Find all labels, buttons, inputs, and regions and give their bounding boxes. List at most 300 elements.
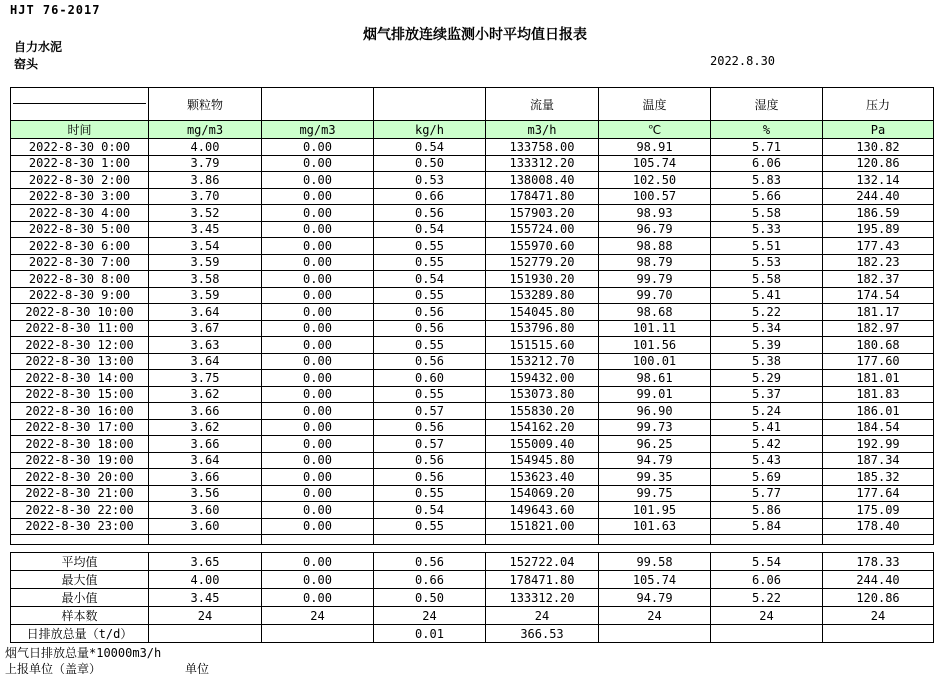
cell: 0.55 [374, 287, 486, 304]
cell: 最大值 [11, 571, 149, 589]
cell: 2022-8-30 12:00 [11, 337, 149, 354]
cell: 155830.20 [486, 403, 599, 420]
cell: 0.56 [374, 353, 486, 370]
cell: 94.79 [599, 452, 711, 469]
time-header-spacer-bottom [13, 104, 146, 120]
cell: 181.01 [823, 370, 934, 387]
cell: 5.39 [711, 337, 823, 354]
cell: 0.57 [374, 436, 486, 453]
cell: 0.00 [262, 502, 374, 519]
page-title: 烟气排放连续监测小时平均值日报表 [363, 27, 587, 43]
cell: 2022-8-30 9:00 [11, 287, 149, 304]
cell: 0.00 [262, 238, 374, 255]
cell: 96.90 [599, 403, 711, 420]
cell [11, 535, 149, 545]
cell: 192.99 [823, 436, 934, 453]
table-row [11, 386, 934, 403]
cell: 5.58 [711, 271, 823, 288]
cell: 153073.80 [486, 386, 599, 403]
cell: 0.55 [374, 254, 486, 271]
cell: 98.88 [599, 238, 711, 255]
cell: 5.58 [711, 205, 823, 222]
cell: 2022-8-30 18:00 [11, 436, 149, 453]
table-row [11, 254, 934, 271]
table-row [11, 271, 934, 288]
cell: 5.53 [711, 254, 823, 271]
summary-row [11, 589, 934, 607]
cell [262, 625, 374, 643]
cell: 5.77 [711, 485, 823, 502]
cell: 98.79 [599, 254, 711, 271]
cell: 174.54 [823, 287, 934, 304]
standard-code: HJT 76-2017 [10, 3, 101, 17]
cell: 94.79 [599, 589, 711, 607]
table-row [11, 205, 934, 222]
cell: 0.00 [262, 452, 374, 469]
cell [599, 535, 711, 545]
cell: 5.33 [711, 221, 823, 238]
cell: 99.79 [599, 271, 711, 288]
table-row [11, 436, 934, 453]
cell: 0.00 [262, 353, 374, 370]
cell: 2022-8-30 6:00 [11, 238, 149, 255]
cell: 0.55 [374, 337, 486, 354]
cell: 2022-8-30 21:00 [11, 485, 149, 502]
group-header-flow: 流量 [486, 88, 599, 121]
table-gap [11, 545, 934, 553]
cell: 2022-8-30 13:00 [11, 353, 149, 370]
cell: 0.00 [262, 485, 374, 502]
cell: 5.83 [711, 172, 823, 189]
cell: 0.56 [374, 304, 486, 321]
table-row [11, 238, 934, 255]
cell: 0.00 [262, 403, 374, 420]
cell: 177.43 [823, 238, 934, 255]
table-row [11, 419, 934, 436]
group-header-pressure: 压力 [823, 88, 934, 121]
cell: 96.79 [599, 221, 711, 238]
unit-header-kgh: kg/h [374, 121, 486, 139]
cell: 3.59 [149, 254, 262, 271]
cell: 175.09 [823, 502, 934, 519]
cell: 101.95 [599, 502, 711, 519]
cell: 0.00 [262, 205, 374, 222]
cell: 24 [599, 607, 711, 625]
cell: 0.00 [262, 370, 374, 387]
table-row [11, 188, 934, 205]
cell: 0.57 [374, 403, 486, 420]
cell: 154069.20 [486, 485, 599, 502]
cell: 24 [374, 607, 486, 625]
cell: 2022-8-30 4:00 [11, 205, 149, 222]
cell: 0.00 [262, 436, 374, 453]
unit-header-mgm3-1: mg/m3 [149, 121, 262, 139]
cell: 177.60 [823, 353, 934, 370]
cell: 186.59 [823, 205, 934, 222]
cell: 133312.20 [486, 155, 599, 172]
cell: 98.68 [599, 304, 711, 321]
group-header-particulate: 颗粒物 [149, 88, 262, 121]
cell: 5.22 [711, 304, 823, 321]
cell: 3.65 [149, 553, 262, 571]
cell: 0.00 [262, 155, 374, 172]
cell: 3.62 [149, 419, 262, 436]
cell [149, 625, 262, 643]
cell: 3.67 [149, 320, 262, 337]
cell: 100.57 [599, 188, 711, 205]
cell [823, 535, 934, 545]
cell: 24 [149, 607, 262, 625]
cell: 182.37 [823, 271, 934, 288]
cell: 0.00 [262, 571, 374, 589]
table-row [11, 139, 934, 156]
table-row [11, 469, 934, 486]
cell [149, 535, 262, 545]
cell: 99.75 [599, 485, 711, 502]
cell: 0.50 [374, 589, 486, 607]
cell: 155970.60 [486, 238, 599, 255]
empty-row [11, 535, 934, 545]
cell: 186.01 [823, 403, 934, 420]
cell: 4.00 [149, 139, 262, 156]
cell: 5.41 [711, 287, 823, 304]
cell: 2022-8-30 11:00 [11, 320, 149, 337]
cell: 101.63 [599, 518, 711, 535]
cell: 0.56 [374, 469, 486, 486]
cell: 0.56 [374, 419, 486, 436]
cell: 0.00 [262, 254, 374, 271]
footer-note: 烟气日排放总量*10000m3/h [5, 646, 162, 660]
monitor-location: 窑头 [14, 57, 39, 71]
cell: 244.40 [823, 571, 934, 589]
cell: 105.74 [599, 571, 711, 589]
cell: 178.40 [823, 518, 934, 535]
cell: 154162.20 [486, 419, 599, 436]
cell: 98.91 [599, 139, 711, 156]
cell: 130.82 [823, 139, 934, 156]
cell: 155009.40 [486, 436, 599, 453]
table-row [11, 287, 934, 304]
cell: 5.71 [711, 139, 823, 156]
table-row [11, 337, 934, 354]
cell: 0.55 [374, 518, 486, 535]
unit-header-row [11, 121, 934, 139]
cell: 0.50 [374, 155, 486, 172]
cell: 样本数 [11, 607, 149, 625]
cell: 151821.00 [486, 518, 599, 535]
cell: 0.00 [262, 589, 374, 607]
cell: 6.06 [711, 571, 823, 589]
cell: 24 [711, 607, 823, 625]
cell: 0.00 [262, 221, 374, 238]
summary-row [11, 553, 934, 571]
cell: 98.61 [599, 370, 711, 387]
unit-header-celsius: ℃ [599, 121, 711, 139]
cell: 101.11 [599, 320, 711, 337]
cell: 99.73 [599, 419, 711, 436]
cell: 105.74 [599, 155, 711, 172]
cell: 0.55 [374, 485, 486, 502]
cell: 99.70 [599, 287, 711, 304]
cell: 3.86 [149, 172, 262, 189]
table-row [11, 155, 934, 172]
table-row [11, 452, 934, 469]
cell: 0.01 [374, 625, 486, 643]
cell: 244.40 [823, 188, 934, 205]
cell: 98.93 [599, 205, 711, 222]
cell: 平均值 [11, 553, 149, 571]
cell: 0.54 [374, 221, 486, 238]
cell: 3.64 [149, 452, 262, 469]
cell: 151515.60 [486, 337, 599, 354]
cell: 3.60 [149, 502, 262, 519]
table-row [11, 221, 934, 238]
cell: 3.54 [149, 238, 262, 255]
cell: 155724.00 [486, 221, 599, 238]
cell: 5.51 [711, 238, 823, 255]
cell [599, 625, 711, 643]
cell: 3.66 [149, 436, 262, 453]
cell: 2022-8-30 8:00 [11, 271, 149, 288]
cell: 178471.80 [486, 571, 599, 589]
cell: 120.86 [823, 155, 934, 172]
table-row [11, 518, 934, 535]
cell: 178.33 [823, 553, 934, 571]
cell: 178471.80 [486, 188, 599, 205]
cell: 0.56 [374, 452, 486, 469]
cell: 2022-8-30 7:00 [11, 254, 149, 271]
cell: 日排放总量（t/d） [11, 625, 149, 643]
cell: 133758.00 [486, 139, 599, 156]
time-header-spacer [11, 88, 149, 121]
cell: 2022-8-30 15:00 [11, 386, 149, 403]
cell: 0.00 [262, 386, 374, 403]
cell: 5.41 [711, 419, 823, 436]
cell: 3.63 [149, 337, 262, 354]
cell: 3.62 [149, 386, 262, 403]
cell: 0.60 [374, 370, 486, 387]
cell: 0.00 [262, 337, 374, 354]
cell: 2022-8-30 22:00 [11, 502, 149, 519]
cell: 5.84 [711, 518, 823, 535]
cell: 195.89 [823, 221, 934, 238]
cell: 0.00 [262, 139, 374, 156]
time-header-spacer-top [13, 88, 146, 104]
cell: 0.00 [262, 271, 374, 288]
cell [711, 625, 823, 643]
cell: 154045.80 [486, 304, 599, 321]
cell: 102.50 [599, 172, 711, 189]
group-header-row [11, 88, 934, 121]
group-header-temperature: 温度 [599, 88, 711, 121]
table-row [11, 502, 934, 519]
cell: 3.79 [149, 155, 262, 172]
cell: 3.70 [149, 188, 262, 205]
cell: 2022-8-30 23:00 [11, 518, 149, 535]
cell: 2022-8-30 19:00 [11, 452, 149, 469]
unit-header-percent: % [711, 121, 823, 139]
cell: 181.83 [823, 386, 934, 403]
cell: 181.17 [823, 304, 934, 321]
cell: 0.56 [374, 553, 486, 571]
cell: 最小值 [11, 589, 149, 607]
cell: 0.00 [262, 518, 374, 535]
cell: 5.29 [711, 370, 823, 387]
cell: 5.86 [711, 502, 823, 519]
cell: 2022-8-30 10:00 [11, 304, 149, 321]
table-row [11, 403, 934, 420]
cell: 152722.04 [486, 553, 599, 571]
cell: 154945.80 [486, 452, 599, 469]
cell: 99.35 [599, 469, 711, 486]
cell: 151930.20 [486, 271, 599, 288]
table-row [11, 304, 934, 321]
cell: 99.01 [599, 386, 711, 403]
cell: 0.55 [374, 238, 486, 255]
cell: 0.54 [374, 271, 486, 288]
footer-unit-label: 单位 [185, 662, 210, 674]
cell: 187.34 [823, 452, 934, 469]
cell: 2022-8-30 20:00 [11, 469, 149, 486]
cell: 3.45 [149, 589, 262, 607]
cell: 159432.00 [486, 370, 599, 387]
cell: 0.00 [262, 469, 374, 486]
cell: 24 [823, 607, 934, 625]
unit-header-mgm3-2: mg/m3 [262, 121, 374, 139]
cell: 2022-8-30 0:00 [11, 139, 149, 156]
cell: 5.38 [711, 353, 823, 370]
unit-header-pa: Pa [823, 121, 934, 139]
cell: 5.22 [711, 589, 823, 607]
cell: 5.43 [711, 452, 823, 469]
cell: 366.53 [486, 625, 599, 643]
cell: 0.56 [374, 320, 486, 337]
cell: 157903.20 [486, 205, 599, 222]
cell: 185.32 [823, 469, 934, 486]
cell: 101.56 [599, 337, 711, 354]
cell: 152779.20 [486, 254, 599, 271]
cell: 24 [262, 607, 374, 625]
cell: 3.58 [149, 271, 262, 288]
cell: 0.54 [374, 502, 486, 519]
table-row [11, 485, 934, 502]
report-date: 2022.8.30 [710, 54, 776, 68]
cell: 3.59 [149, 287, 262, 304]
cell: 2022-8-30 1:00 [11, 155, 149, 172]
cell: 0.56 [374, 205, 486, 222]
cell: 153289.80 [486, 287, 599, 304]
cell: 0.00 [262, 188, 374, 205]
cell: 5.54 [711, 553, 823, 571]
table-row [11, 172, 934, 189]
cell: 133312.20 [486, 589, 599, 607]
cell: 5.69 [711, 469, 823, 486]
cell: 100.01 [599, 353, 711, 370]
cell: 3.45 [149, 221, 262, 238]
cell [823, 625, 934, 643]
cell: 120.86 [823, 589, 934, 607]
cell: 3.52 [149, 205, 262, 222]
cell: 2022-8-30 14:00 [11, 370, 149, 387]
unit-header-m3h: m3/h [486, 121, 599, 139]
cell: 24 [486, 607, 599, 625]
summary-row [11, 571, 934, 589]
cell: 177.64 [823, 485, 934, 502]
cell: 3.64 [149, 353, 262, 370]
table-gap-cell [11, 545, 934, 553]
cell: 5.37 [711, 386, 823, 403]
table-body [11, 139, 934, 643]
cell: 184.54 [823, 419, 934, 436]
cell: 0.53 [374, 172, 486, 189]
cell [711, 535, 823, 545]
cell: 0.66 [374, 188, 486, 205]
cell: 182.97 [823, 320, 934, 337]
cell: 0.00 [262, 172, 374, 189]
cell: 3.66 [149, 403, 262, 420]
summary-row [11, 625, 934, 643]
table-row [11, 353, 934, 370]
cell: 5.66 [711, 188, 823, 205]
cell: 3.64 [149, 304, 262, 321]
cell [374, 535, 486, 545]
footer-report-unit-label: 上报单位（盖章） [5, 662, 102, 674]
cell: 153212.70 [486, 353, 599, 370]
cell: 153796.80 [486, 320, 599, 337]
cell: 180.68 [823, 337, 934, 354]
cell: 5.24 [711, 403, 823, 420]
group-header-blank-2 [374, 88, 486, 121]
cell: 5.42 [711, 436, 823, 453]
unit-header-time: 时间 [11, 121, 149, 139]
cell: 3.60 [149, 518, 262, 535]
cell: 2022-8-30 5:00 [11, 221, 149, 238]
cell: 3.75 [149, 370, 262, 387]
cell: 2022-8-30 16:00 [11, 403, 149, 420]
cell: 3.56 [149, 485, 262, 502]
cell: 6.06 [711, 155, 823, 172]
cell: 2022-8-30 3:00 [11, 188, 149, 205]
table-row [11, 370, 934, 387]
cell: 2022-8-30 2:00 [11, 172, 149, 189]
cell: 0.00 [262, 419, 374, 436]
company-name: 自力水泥 [14, 40, 63, 54]
cell: 132.14 [823, 172, 934, 189]
group-header-blank-1 [262, 88, 374, 121]
cell: 182.23 [823, 254, 934, 271]
cell [262, 535, 374, 545]
cell: 0.00 [262, 304, 374, 321]
cell [486, 535, 599, 545]
cell: 0.66 [374, 571, 486, 589]
cell: 149643.60 [486, 502, 599, 519]
emissions-table [10, 87, 934, 643]
cell: 99.58 [599, 553, 711, 571]
table-row [11, 320, 934, 337]
summary-row [11, 607, 934, 625]
cell: 5.34 [711, 320, 823, 337]
cell: 0.00 [262, 287, 374, 304]
cell: 2022-8-30 17:00 [11, 419, 149, 436]
group-header-humidity: 湿度 [711, 88, 823, 121]
cell: 153623.40 [486, 469, 599, 486]
cell: 0.54 [374, 139, 486, 156]
cell: 0.00 [262, 320, 374, 337]
cell: 96.25 [599, 436, 711, 453]
cell: 4.00 [149, 571, 262, 589]
cell: 138008.40 [486, 172, 599, 189]
cell: 0.55 [374, 386, 486, 403]
